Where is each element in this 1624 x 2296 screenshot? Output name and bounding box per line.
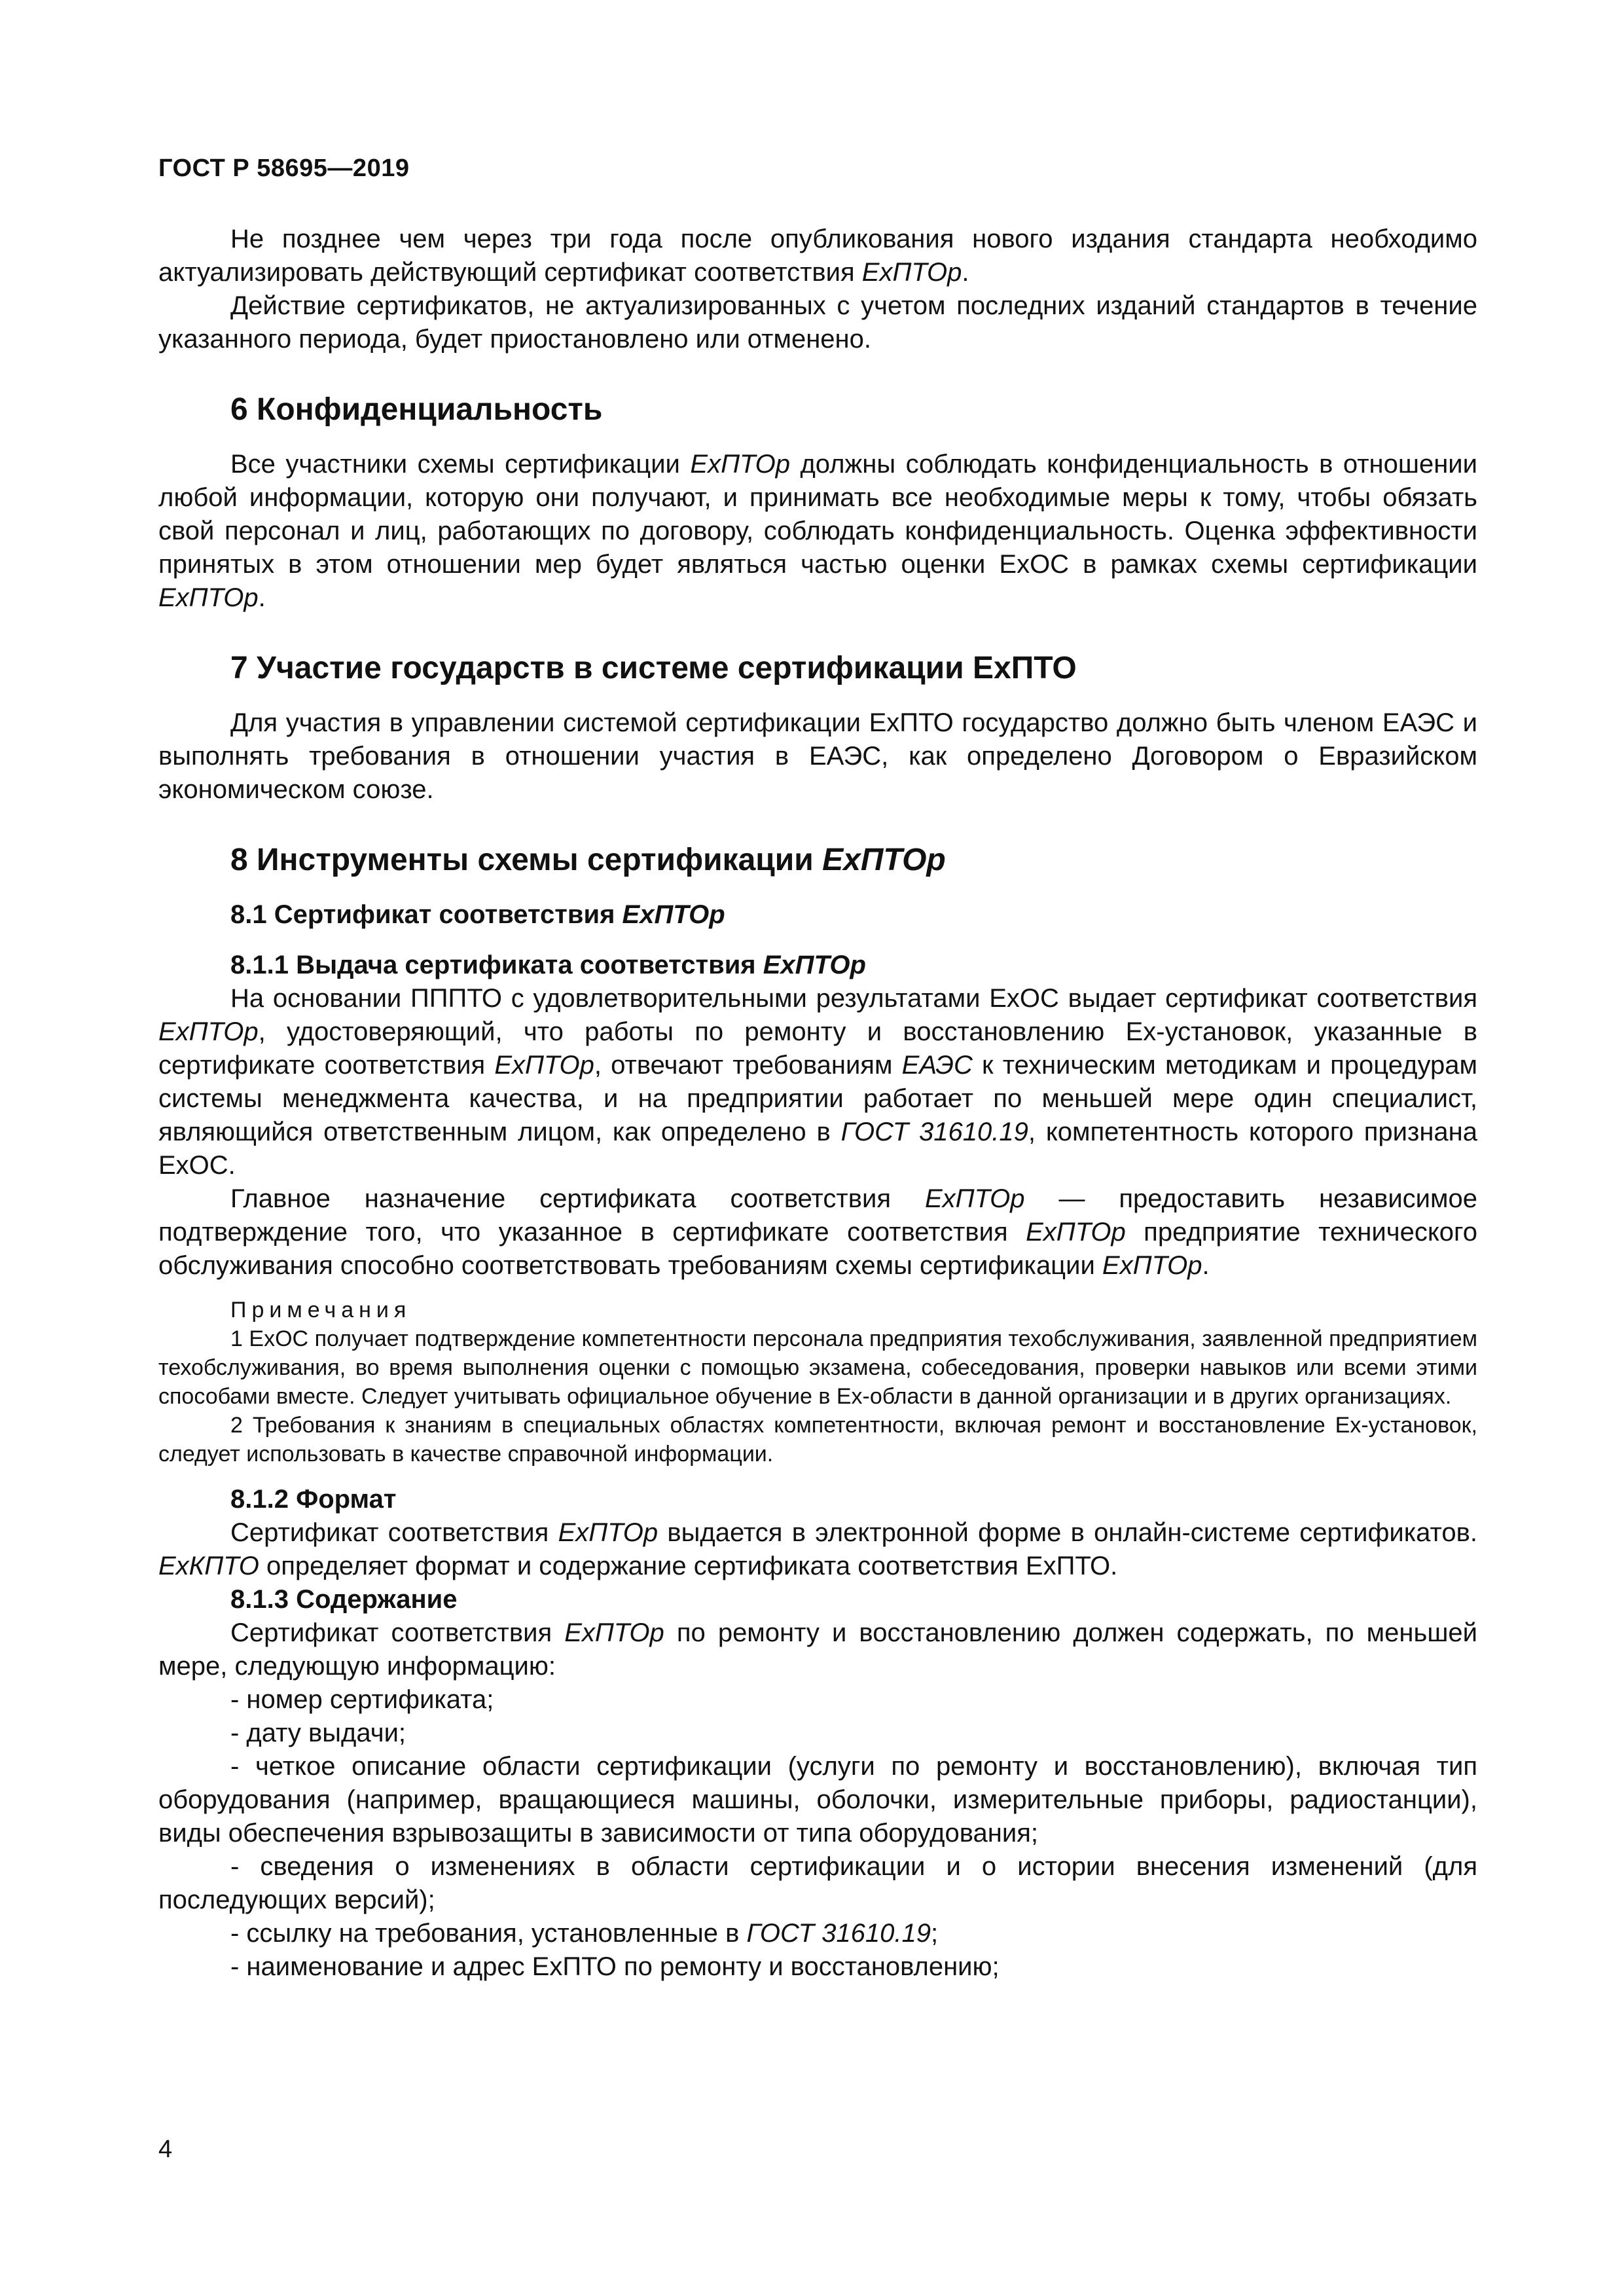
- section-6-paragraph: Все участники схемы сертификации ExПТОр должны соблюдать конфиденциальность в отношении любой информации, которую они получают, и принимать все необходимые меры к тому, чтобы обязать свой персонал и лиц, работающих по договору, соблюдать конфиденциальность. Оценка эффективности принятых в этом отношении мер будет являться частью оценки ExОС в рамках схемы сертификации ExПТОр.: [158, 450, 1477, 612]
- intro-paragraph-1: Не позднее чем через три года после опубликования нового издания стандарта необходимо актуализировать действующий сертификат соответствия ExПТОр.: [158, 225, 1477, 287]
- section-7-heading: 7 Участие государств в системе сертификации ExПТО: [230, 651, 1077, 685]
- note-2: 2 Требования к знаниям в специальных областях компетентности, включая ремонт и восстановление Ex-установок, следует использовать в качестве справочной информации.: [158, 1413, 1477, 1467]
- notes-heading: Примечания: [230, 1298, 412, 1322]
- section-8-1-1-paragraph-2: Главное назначение сертификата соответствия ExПТОр — предоставить независимое подтверждение того, что указанное в сертификате соответствия ExПТОр предприятие технического обслуживания способно соответствовать требованиям схемы сертификации ExПТОр.: [158, 1184, 1477, 1280]
- format-paragraph: Сертификат соответствия ExПТОр выдается в электронной форме в онлайн-системе сертификатов. ExКПТО определяет формат и содержание сертификата соответствия ExПТО.: [158, 1518, 1478, 1580]
- intro-paragraph-2: Действие сертификатов, не актуализированных с учетом последних изданий стандартов в течение указанного периода, будет приостановлено или отменено.: [158, 291, 1477, 354]
- list-item: - наименование и адрес ExПТО по ремонту и восстановлению;: [230, 1952, 1000, 1981]
- list-item: - четкое описание области сертификации (услуги по ремонту и восстановлению), включая тип оборудования (например, вращающиеся машины, оболочки, измерительные приборы, радиостанции), виды обеспечения взрывозащиты в зависимости от типа оборудования;: [158, 1752, 1477, 1848]
- content-requirements-list: [158, 1683, 1477, 1984]
- document-id-header: ГОСТ Р 58695—2019: [158, 155, 410, 182]
- section-6-heading: 6 Конфиденциальность: [230, 392, 603, 427]
- section-8-1-heading: 8.1 Сертификат соответствия ExПТОр: [230, 900, 725, 929]
- page-body: [158, 223, 1477, 1984]
- list-item: - ссылку на требования, установленные в ГОСТ 31610.19;: [230, 1919, 939, 1948]
- section-8-1-1-heading: 8.1.1 Выдача сертификата соответствия ExПТОр: [230, 951, 866, 979]
- section-8-heading: 8 Инструменты схемы сертификации ExПТОр: [230, 843, 946, 877]
- content-paragraph: Сертификат соответствия ExПТОр по ремонту и восстановлению должен содержать, по меньшей мере, следующую информацию:: [158, 1618, 1477, 1681]
- section-7-paragraph: Для участия в управлении системой сертификации ExПТО государство должно быть членом ЕАЭС и выполнять требования в отношении участия в ЕАЭС, как определено Договором о Евразийском экономическом союзе.: [158, 708, 1477, 804]
- note-1: 1 ExОС получает подтверждение компетентности персонала предприятия техобслуживания, заявленной предприятием техобслуживания, во время выполнения оценки с помощью экзамена, собеседования, проверки навыков или всеми этими способами вместе. Следует учитывать официальное обучение в Ex-области в данной организации и в других организациях.: [158, 1326, 1477, 1409]
- section-8-1-1-paragraph-1: На основании ПППТО с удовлетворительными результатами ExОС выдает сертификат соответствия ExПТОр, удостоверяющий, что работы по ремонту и восстановлению Ex-установок, указанные в сертификате соответствия ExПТОр, отвечают требованиям ЕАЭС к техническим методикам и процедурам системы менеджмента качества, и на предприятии работает по меньшей мере один специалист, являющийся ответственным лицом, как определено в ГОСТ 31610.19, компетентность которого признана ExОС.: [158, 984, 1478, 1180]
- section-8-1-3-heading: 8.1.3 Содержание: [230, 1585, 458, 1614]
- list-item: - сведения о изменениях в области сертификации и о истории внесения изменений (для последующих версий);: [158, 1852, 1477, 1914]
- section-8-1-2-heading: 8.1.2 Формат: [230, 1485, 397, 1514]
- list-item: - дату выдачи;: [230, 1719, 406, 1747]
- page-number: 4: [158, 2136, 173, 2163]
- list-item: - номер сертификата;: [230, 1685, 494, 1714]
